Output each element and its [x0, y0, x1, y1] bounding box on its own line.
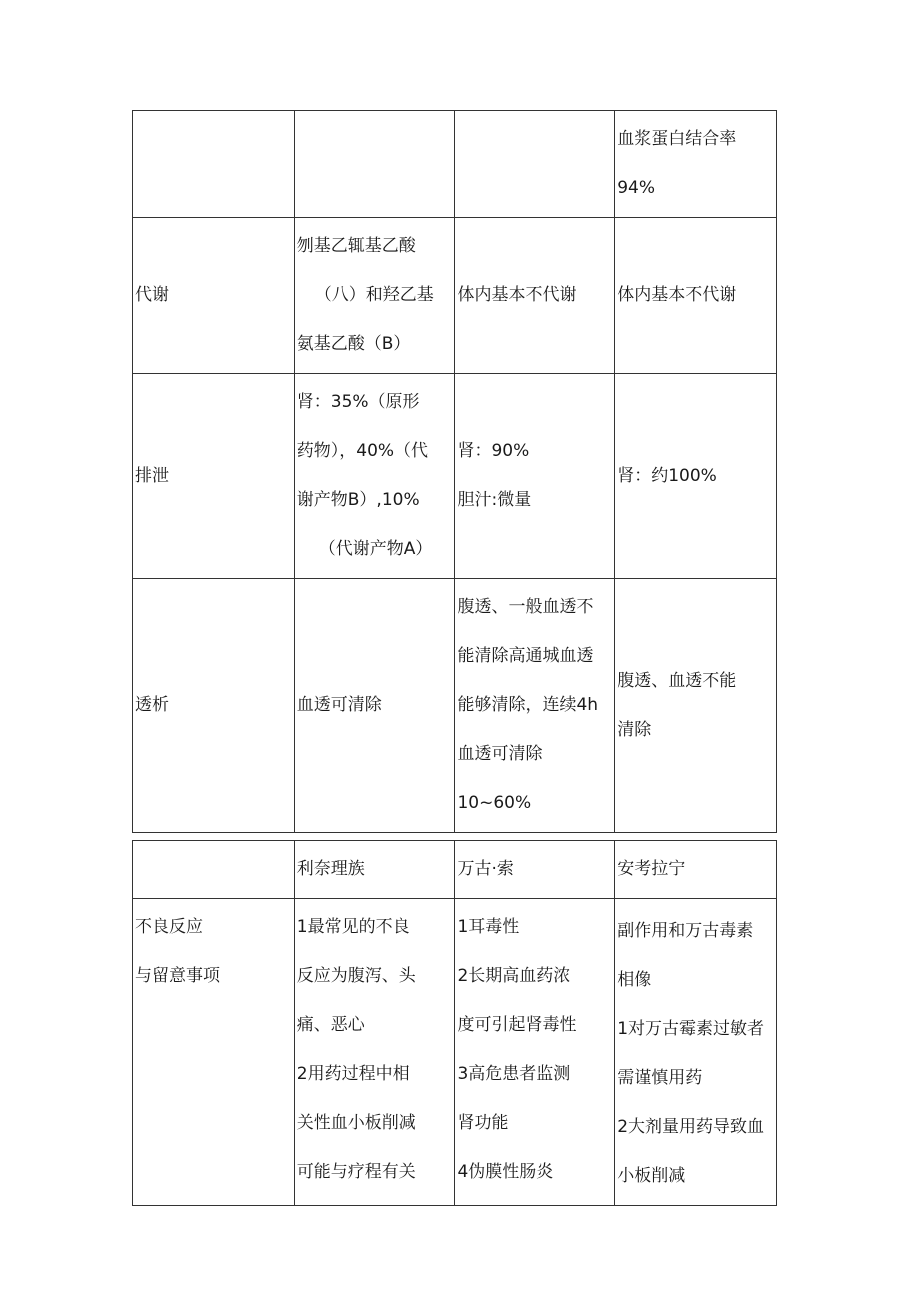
teicoplanin-cell [615, 899, 777, 1206]
vancomycin-cell [455, 374, 615, 579]
cell-line: 痛、恶心 [296, 1015, 365, 1035]
linezolid-cell [294, 218, 455, 374]
teicoplanin-cell [615, 579, 777, 833]
cell-line: 血透可清除 [457, 744, 543, 764]
cell-line: 1耳毒性 [457, 917, 520, 937]
cell-line: 2用药过程中相 [296, 1064, 410, 1084]
cell-line: 肾：约100% [617, 465, 717, 486]
cell-line: 反应为腹泻、头 [296, 966, 416, 986]
vancomycin-cell [455, 579, 615, 833]
cell-line: 2大剂量用药导致血 [617, 1117, 765, 1137]
cell-line: 3高危患者监测 [457, 1064, 571, 1084]
row-label-cell: 排泄 [133, 374, 295, 579]
cell-line: 可能与疗程有关 [296, 1162, 416, 1182]
pharmacokinetics-table [132, 110, 777, 833]
cell-line: 度可引起肾毒性 [457, 1015, 577, 1035]
cell-line: 血透可清除 [296, 695, 382, 715]
cell-line: 10~60% [457, 793, 532, 813]
cell-line: 1对万古霉素过敏者 [617, 1019, 765, 1039]
header-teicoplanin: 安考拉宁 [615, 841, 777, 899]
cell-line: 需谨慎用药 [617, 1068, 703, 1088]
cell-line: 相像 [617, 970, 652, 990]
teicoplanin-cell [615, 111, 777, 218]
cell-line: （八）和羟乙基 [314, 285, 434, 305]
cell-line: 氨基乙酸（B） [296, 334, 411, 354]
row-label-cell [133, 111, 295, 218]
vancomycin-cell [455, 218, 615, 374]
adverse-reactions-table [132, 840, 777, 1206]
vancomycin-cell [455, 111, 615, 218]
table-row [133, 899, 777, 1206]
cell-line: 腹透、血透不能 [617, 670, 737, 691]
table-row [133, 218, 777, 374]
row-label-cell: 透析 [133, 579, 295, 833]
cell-line: 与留意事项 [135, 966, 220, 986]
teicoplanin-cell [615, 218, 777, 374]
cell-line: 肾：90% [457, 441, 530, 461]
linezolid-cell [294, 111, 455, 218]
cell-line: 能够清除，连续4h [457, 695, 599, 715]
cell-line: 不良反应 [135, 917, 203, 937]
cell-line: （代谢产物A） [318, 539, 433, 559]
cell-line: 体内基本不代谢 [617, 285, 737, 305]
cell-line: 血浆蛋白结合率 [617, 129, 737, 149]
row-label-cell [133, 899, 295, 1206]
linezolid-cell [294, 579, 455, 833]
cell-line: 清除 [617, 719, 652, 740]
vancomycin-cell [455, 899, 615, 1206]
cell-line: 腹透、一般血透不 [457, 597, 594, 617]
cell-line: 体内基本不代谢 [457, 285, 577, 305]
linezolid-cell [294, 374, 455, 579]
cell-line: 肾：35%（原形 [296, 392, 420, 412]
cell-line: 副作用和万古毒素 [617, 921, 754, 941]
cell-line: 4伪膜性肠炎 [457, 1162, 554, 1182]
cell-line: 能清除高通城血透 [457, 646, 594, 666]
table-row [133, 111, 777, 218]
table-row [133, 374, 777, 579]
header-vancomycin: 万古·索 [455, 841, 615, 899]
cell-line: 1最常见的不良 [296, 917, 410, 937]
cell-line: 药物），40%（代 [296, 441, 429, 461]
cell-line: 胆汁:微量 [457, 490, 532, 510]
linezolid-cell [294, 899, 455, 1206]
cell-line: 94% [617, 178, 656, 198]
header-label-cell [133, 841, 295, 899]
cell-line: 刎基乙辄基乙酸 [296, 236, 416, 256]
row-label-cell: 代谢 [133, 218, 295, 374]
cell-line: 肾功能 [457, 1113, 509, 1133]
cell-line: 小板削减 [617, 1166, 686, 1186]
table-header-row [133, 841, 777, 899]
teicoplanin-cell [615, 374, 777, 579]
cell-line: 关性血小板削减 [296, 1113, 416, 1133]
cell-line: 谢产物B）,10% [296, 490, 420, 510]
cell-line: 2长期高血药浓 [457, 966, 571, 986]
header-linezolid: 利奈理族 [294, 841, 455, 899]
table-row [133, 579, 777, 833]
